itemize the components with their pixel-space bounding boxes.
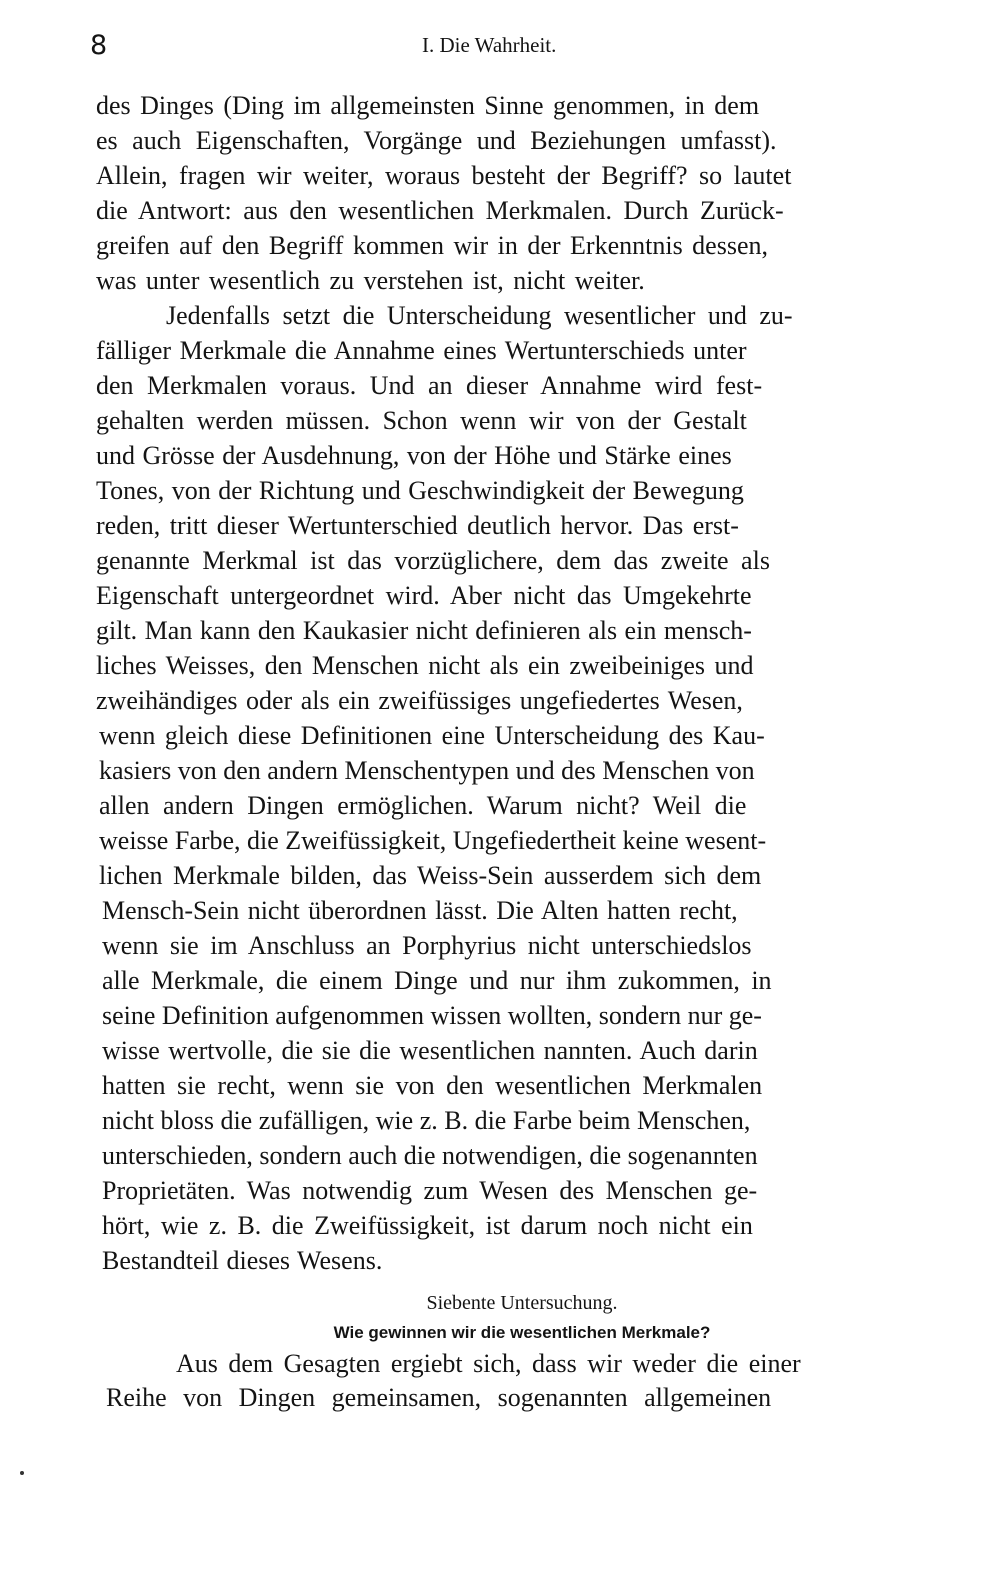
- text-line: Bestandteil dieses Wesens.: [102, 1246, 383, 1275]
- text-line: was unter wesentlich zu verstehen ist, nicht weiter.: [96, 266, 645, 295]
- text-line: lichen Merkmale bilden, das Weiss-Sein ausserdem sich dem: [99, 861, 762, 890]
- text-line: Aus dem Gesagten ergiebt sich, dass wir weder die einer: [176, 1349, 801, 1378]
- text-line: Allein, fragen wir weiter, woraus besteht der Begriff? so lautet: [96, 161, 792, 190]
- text-line: greifen auf den Begriff kommen wir in der Erkenntnis dessen,: [96, 231, 768, 260]
- text-line: es auch Eigenschaften, Vorgänge und Beziehungen umfasst).: [96, 126, 777, 155]
- text-line: gehalten werden müssen. Schon wenn wir von der Gestalt: [96, 406, 747, 435]
- text-line: zweihändiges oder als ein zweifüssiges ungefiedertes Wesen,: [96, 686, 743, 715]
- text-line: unterschieden, sondern auch die notwendigen, die sogenannten: [102, 1141, 758, 1170]
- text-line: Eigenschaft untergeordnet wird. Aber nicht das Umgekehrte: [96, 581, 752, 610]
- running-title: I. Die Wahrheit.: [422, 33, 557, 57]
- print-speck: [20, 1471, 24, 1475]
- text-line: reden, tritt dieser Wertunterschied deutlich hervor. Das erst-: [96, 511, 739, 540]
- text-line: und Grösse der Ausdehnung, von der Höhe und Stärke eines: [96, 441, 732, 470]
- text-line: wenn gleich diese Definitionen eine Unterscheidung des Kau-: [99, 721, 765, 750]
- text-line: seine Definition aufgenommen wissen wollten, sondern nur ge-: [102, 1001, 762, 1030]
- page-number: 8: [90, 30, 108, 61]
- text-line: Reihe von Dingen gemeinsamen, sogenannten allgemeinen: [106, 1383, 772, 1412]
- text-line: Mensch-Sein nicht überordnen lässt. Die Alten hatten recht,: [102, 896, 738, 925]
- text-line: weisse Farbe, die Zweifüssigkeit, Ungefiedertheit keine wesent-: [99, 826, 767, 855]
- text-line: genannte Merkmal ist das vorzüglichere, dem das zweite als: [96, 546, 770, 575]
- page-header: [90, 30, 940, 64]
- text-line: des Dinges (Ding im allgemeinsten Sinne genommen, in dem: [96, 91, 760, 120]
- text-line: liches Weisses, den Menschen nicht als ein zweibeiniges und: [96, 651, 754, 680]
- text-line: den Merkmalen voraus. Und an dieser Annahme wird fest-: [96, 371, 763, 400]
- text-line: hört, wie z. B. die Zweifüssigkeit, ist darum noch nicht ein: [102, 1211, 753, 1240]
- text-line: gilt. Man kann den Kaukasier nicht definieren als ein mensch-: [96, 616, 752, 645]
- text-line: nicht bloss die zufälligen, wie z. B. die Farbe beim Menschen,: [102, 1106, 751, 1135]
- text-line: alle Merkmale, die einem Dinge und nur ihm zukommen, in: [102, 966, 772, 995]
- text-line: fälliger Merkmale die Annahme eines Wertunterschieds unter: [96, 336, 747, 365]
- text-line: Jedenfalls setzt die Unterscheidung wesentlicher und zu-: [166, 301, 793, 330]
- text-line: wisse wertvolle, die sie die wesentlichen nannten. Auch darin: [102, 1036, 758, 1065]
- text-line: Proprietäten. Was notwendig zum Wesen des Menschen ge-: [102, 1176, 758, 1205]
- text-line: die Antwort: aus den wesentlichen Merkmalen. Durch Zurück-: [96, 196, 784, 225]
- section-subheading: Wie gewinnen wir die wesentlichen Merkmale?: [333, 1323, 711, 1342]
- text-line: wenn sie im Anschluss an Porphyrius nicht unterschiedslos: [102, 931, 752, 960]
- text-line: allen andern Dingen ermöglichen. Warum nicht? Weil die: [99, 791, 747, 820]
- section-heading: Siebente Untersuchung.: [426, 1292, 618, 1314]
- text-line: hatten sie recht, wenn sie von den wesentlichen Merkmalen: [102, 1071, 763, 1100]
- text-line: Tones, von der Richtung und Geschwindigkeit der Bewegung: [96, 476, 744, 505]
- text-line: kasiers von den andern Menschentypen und des Menschen von: [99, 756, 755, 785]
